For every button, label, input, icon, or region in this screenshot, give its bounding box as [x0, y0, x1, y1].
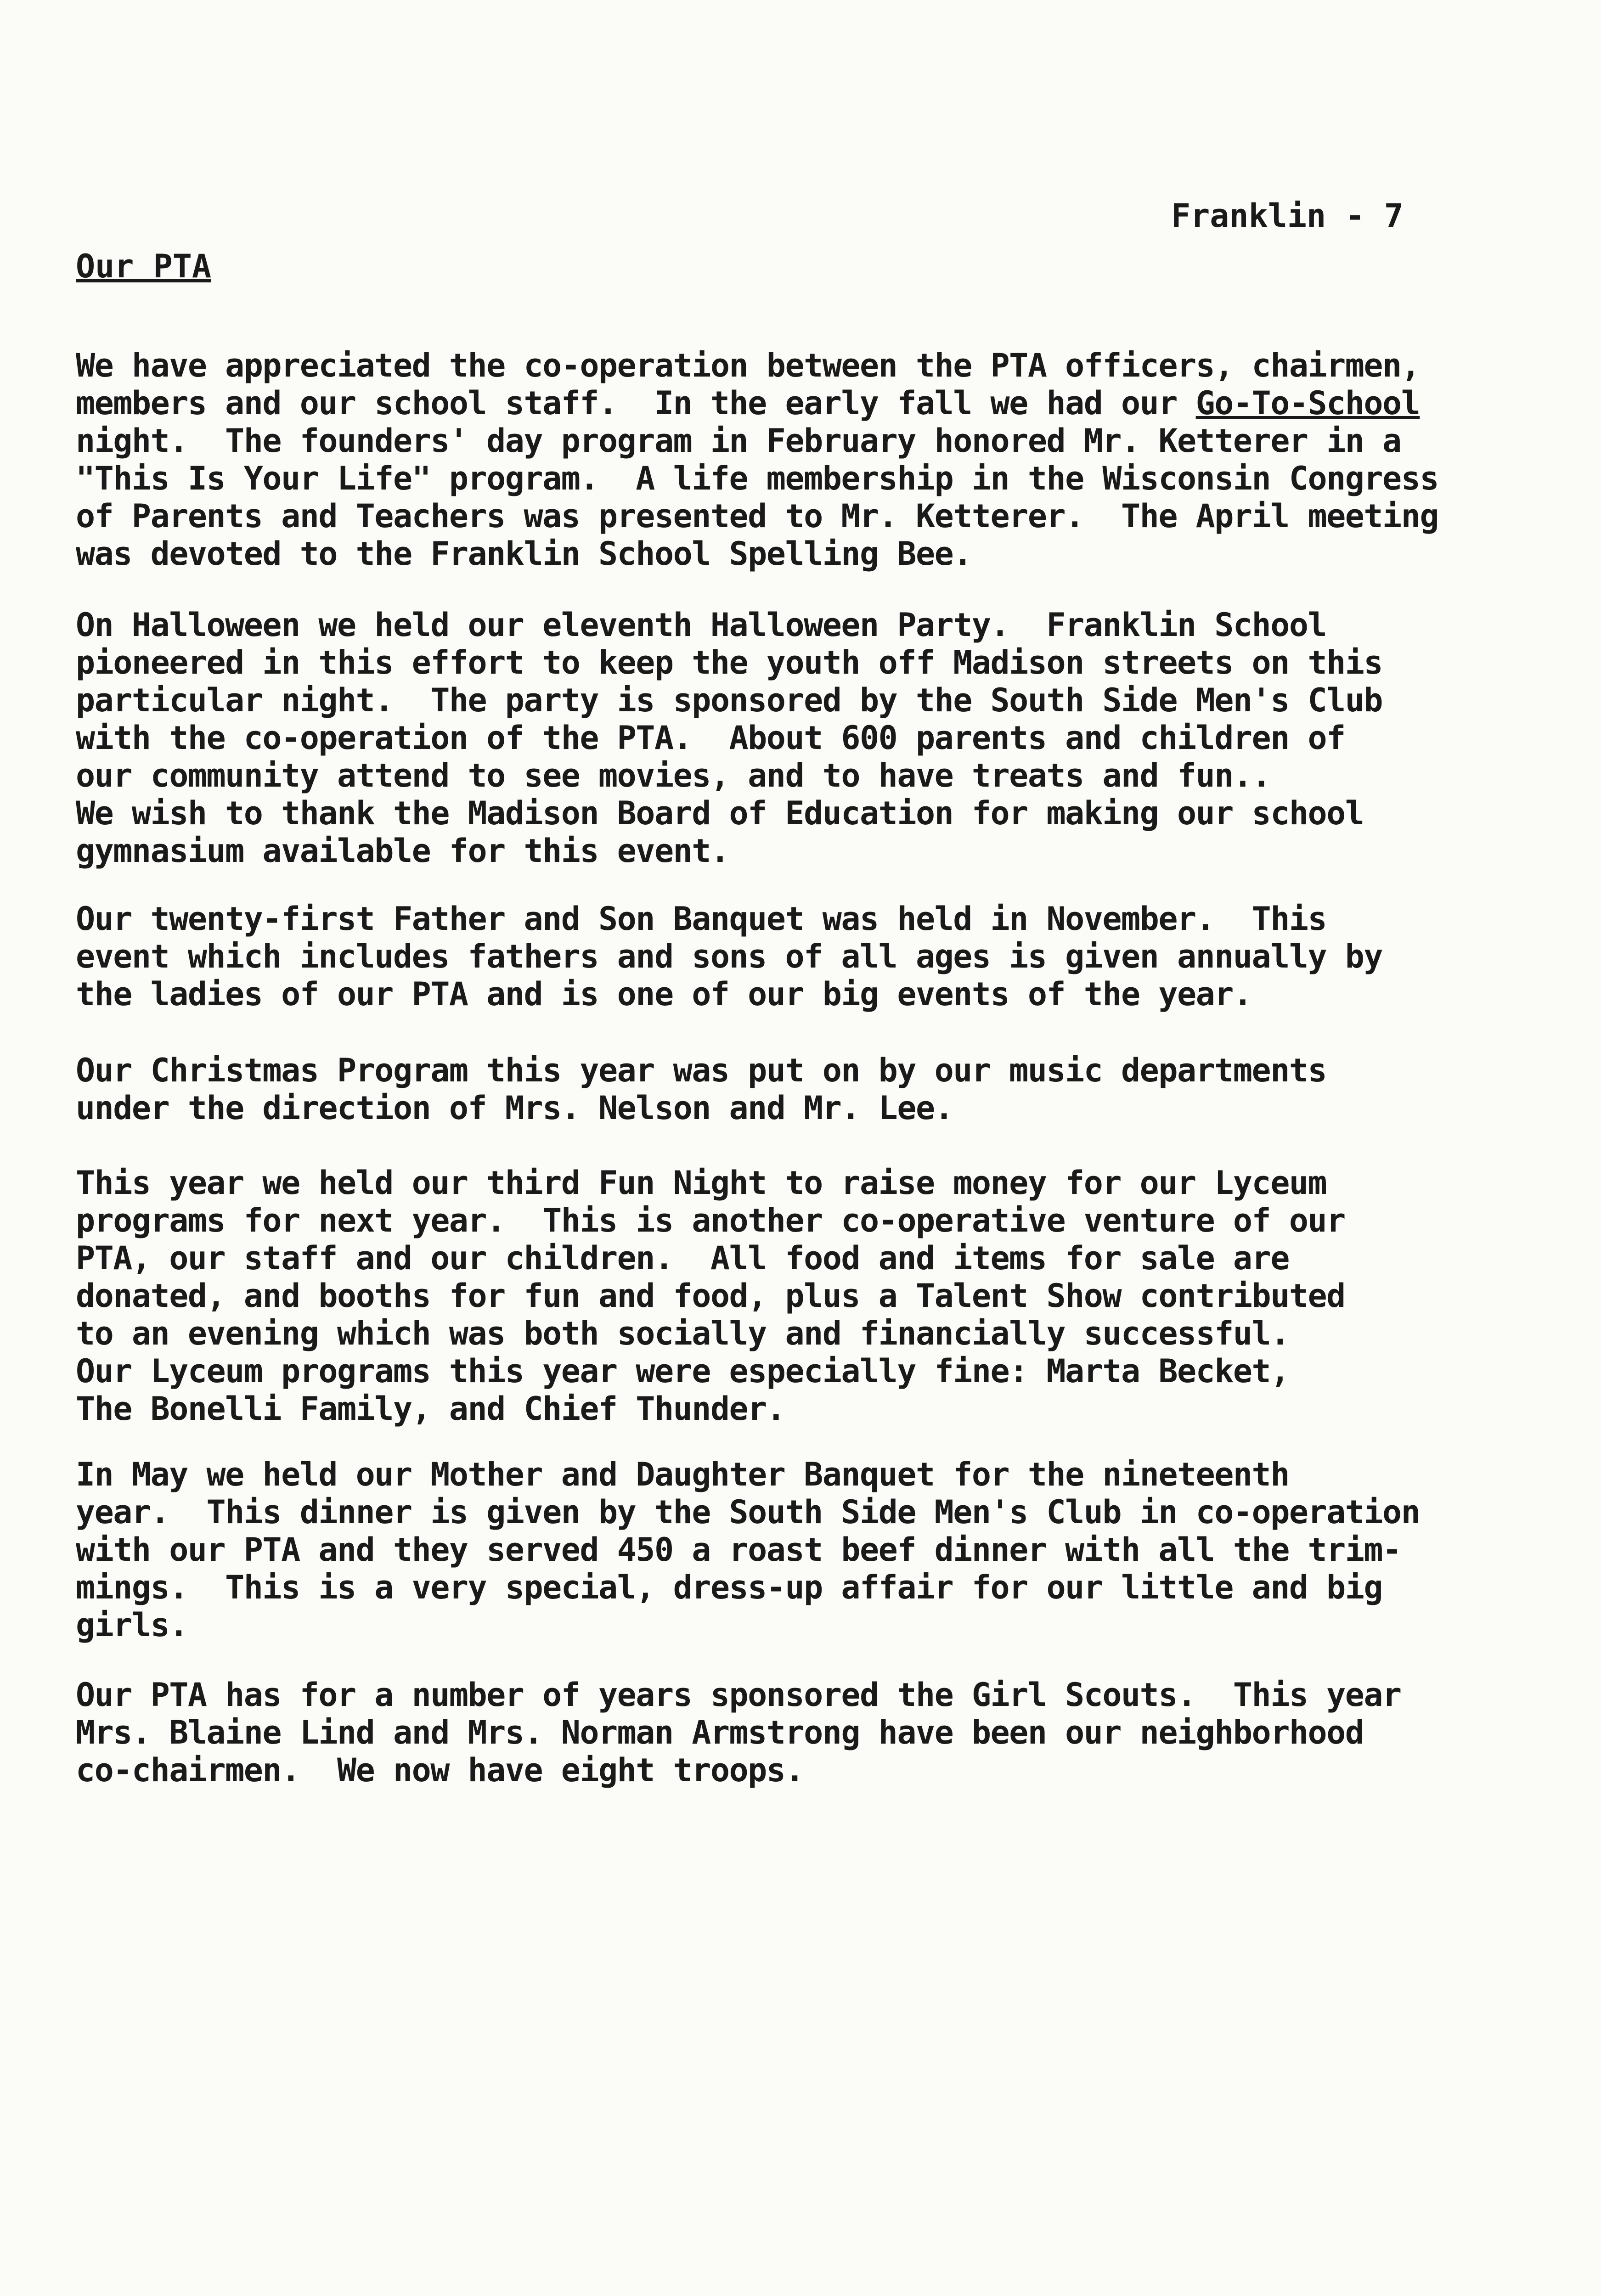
text-line: of Parents and Teachers was presented to Mr. Ketterer. The April meeting — [76, 497, 1438, 535]
text-line: was devoted to the Franklin School Spelling Bee. — [76, 535, 972, 573]
text-line: under the direction of Mrs. Nelson and Mr. Lee. — [76, 1089, 953, 1127]
text-line: mings. This is a very special, dress-up affair for our little and big — [76, 1569, 1383, 1606]
text-line: In May we held our Mother and Daughter Banquet for the nineteenth — [76, 1456, 1289, 1493]
text-line: particular night. The party is sponsored by the South Side Men's Club — [76, 681, 1383, 719]
text-line: This year we held our third Fun Night to raise money for our Lyceum — [76, 1164, 1327, 1202]
text-line: PTA, our staff and our children. All food and items for sale are — [76, 1239, 1289, 1277]
paragraph-father-son-banquet — [76, 900, 1382, 1013]
paragraph-christmas-program — [76, 1052, 1326, 1127]
underlined-phrase: Go-To-School — [1195, 384, 1420, 422]
text-line: Our Christmas Program this year was put on by our music departments — [76, 1052, 1327, 1089]
text-line: our community attend to see movies, and to have treats and fun.. — [76, 757, 1271, 794]
text-line: Our twenty-first Father and Son Banquet was held in November. This — [76, 900, 1327, 938]
text-line: night. The founders' day program in February honored Mr. Ketterer in a — [76, 422, 1401, 460]
text-segment: members and our school staff. In the early fall we had our — [76, 384, 1196, 422]
text-line: programs for next year. This is another co-operative venture of our — [76, 1202, 1345, 1239]
text-line: Our Lyceum programs this year were especially fine: Marta Becket, — [76, 1352, 1289, 1390]
text-line: We wish to thank the Madison Board of Education for making our school — [76, 794, 1364, 832]
text-line: the ladies of our PTA and is one of our big events of the year. — [76, 975, 1252, 1013]
text-line: girls. — [76, 1606, 188, 1644]
paragraph-pta-cooperation — [76, 347, 1438, 573]
text-line: On Halloween we held our eleventh Halloween Party. Franklin School — [76, 606, 1327, 644]
text-line: pioneered in this effort to keep the youth off Madison streets on this — [76, 644, 1383, 681]
paragraph-mother-daughter-banquet — [76, 1456, 1420, 1644]
text-line: donated, and booths for fun and food, plus a Talent Show contributed — [76, 1277, 1345, 1315]
text-line: event which includes fathers and sons of all ages is given annually by — [76, 938, 1383, 975]
paragraph-girl-scouts — [76, 1676, 1401, 1789]
text-line: with our PTA and they served 450 a roast beef dinner with all the trim- — [76, 1531, 1401, 1569]
text-line: co-chairmen. We now have eight troops. — [76, 1751, 804, 1789]
text-line: year. This dinner is given by the South Side Men's Club in co-operation — [76, 1493, 1420, 1531]
text-line — [76, 384, 1438, 422]
text-line: to an evening which was both socially and financially successful. — [76, 1315, 1289, 1352]
page-number: Franklin - 7 — [1171, 197, 1404, 235]
text-line: Mrs. Blaine Lind and Mrs. Norman Armstrong have been our neighborhood — [76, 1714, 1364, 1751]
text-line: Our PTA has for a number of years sponsored the Girl Scouts. This year — [76, 1676, 1401, 1714]
text-line: We have appreciated the co-operation between the PTA officers, chairmen, — [76, 347, 1420, 384]
paragraph-halloween-party — [76, 606, 1382, 870]
paragraph-fun-night — [76, 1164, 1345, 1428]
text-line: The Bonelli Family, and Chief Thunder. — [76, 1390, 785, 1428]
section-heading: Our PTA — [76, 248, 212, 285]
text-line: "This Is Your Life" program. A life membership in the Wisconsin Congress — [76, 460, 1438, 497]
text-line: with the co-operation of the PTA. About 600 parents and children of — [76, 719, 1345, 757]
text-line: gymnasium available for this event. — [76, 832, 729, 870]
